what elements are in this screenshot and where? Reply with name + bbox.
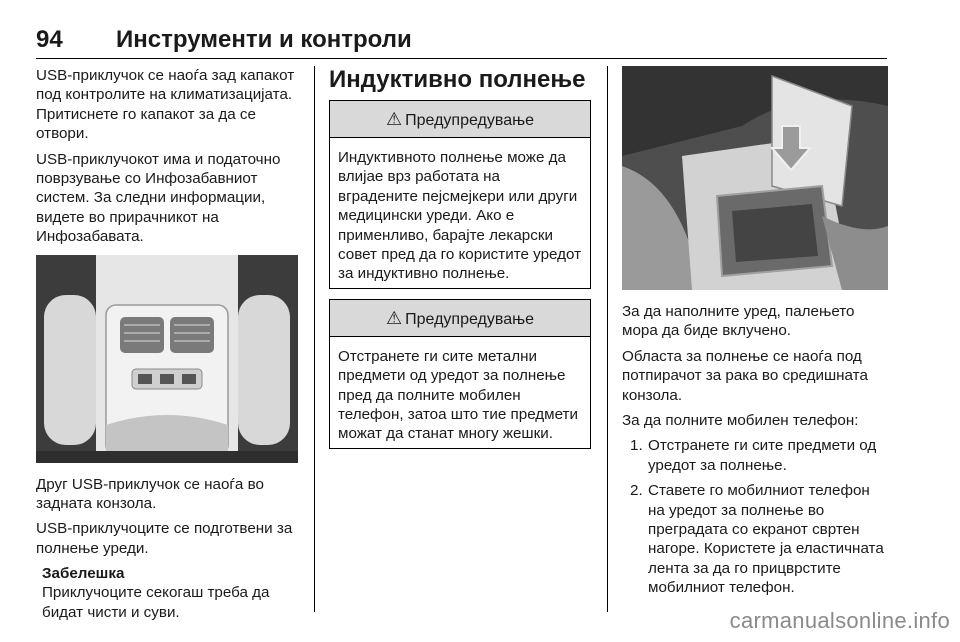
step-text: Отстранете ги сите предмети од уредот за полнење.: [648, 437, 877, 474]
step-number: 1.: [630, 437, 643, 455]
column-charging-steps: [622, 66, 888, 604]
paragraph: За да полните мобилен телефон:: [622, 412, 859, 430]
note: [36, 564, 298, 622]
paragraph: USB-приклучокот има и податочно поврзување со Инфозабавниот систем. За следни информации, видете во прирачникот на Инфозабавата.: [36, 150, 281, 246]
list-item: [622, 481, 888, 597]
warning-title: Предупредување: [405, 310, 534, 328]
paragraph: USB-приклучоците се подготвени за полнење уреди.: [36, 520, 293, 557]
warning-box: [329, 299, 591, 449]
note-text: Приклучоците секогаш треба да бидат чисти и суви.: [42, 584, 270, 621]
paragraph: Друг USB-приклучок се наоѓа во задната конзола.: [36, 475, 264, 513]
armrest-illustration: [622, 66, 888, 290]
warning-triangle-icon: ⚠: [386, 109, 403, 129]
column-inductive-charging: [329, 66, 591, 459]
note-title: Забелешка: [42, 565, 125, 583]
warning-title: Предупредување: [405, 112, 534, 129]
page-header: [36, 24, 887, 59]
watermark: carmanualsonline.info: [729, 608, 950, 633]
warning-text: Индуктивното полнење може да влијае врз работата на вградените пејсмејкери или други медицински уреди. Ако е применливо, барајте лекарски совет пред да го користите уредот за индуктивно полнење.: [338, 149, 582, 283]
paragraph: Областа за полнење се наоѓа под потпирачот за рака во средишната конзола.: [622, 347, 868, 404]
rear-console-usb-photo: [36, 255, 298, 463]
warning-triangle-icon: ⚠: [386, 307, 403, 328]
column-divider: [607, 66, 608, 612]
warning-header: [330, 300, 590, 337]
warning-box: [329, 100, 591, 289]
warning-header: [330, 101, 590, 138]
column-divider: [314, 66, 315, 612]
step-text: Ставете го мобилниот телефон на уредот за полнење во преградата со екранот свртен нагоре. Користете ја еластичната лента за да го прицврстите мобилниот телефон.: [648, 482, 884, 597]
step-number: 2.: [630, 482, 643, 500]
rear-console-illustration: [36, 255, 298, 463]
armrest-charging-area-photo: [622, 66, 888, 290]
paragraph: USB-приклучок се наоѓа зад капакот под контролите на климатизацијата. Притиснете го капакот за да се отвори.: [36, 67, 295, 143]
steps-list: [622, 436, 888, 597]
warning-text: Отстранете ги сите метални предмети од уредот за полнење пред да полните мобилен телефон, затоа што тие предмети можат да станат многу жешки.: [338, 347, 578, 443]
column-usb: [36, 66, 298, 628]
page-number: 94: [36, 26, 63, 53]
paragraph: За да наполните уред, палењето мора да биде вклучено.: [622, 303, 855, 340]
page-title: Инструменти и контроли: [116, 26, 412, 53]
section-title: Индуктивно полнење: [329, 66, 586, 93]
list-item: [622, 436, 888, 475]
